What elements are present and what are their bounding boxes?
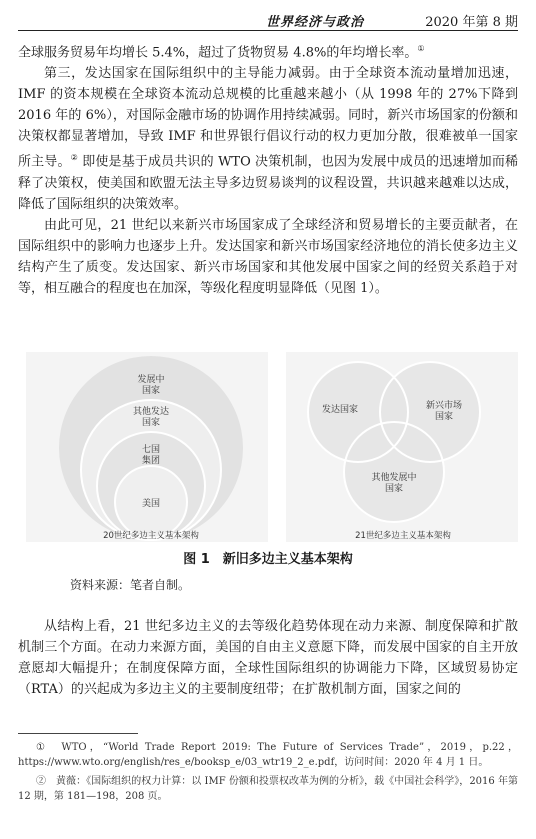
label-developed: 发达国家 (321, 405, 359, 415)
body-text-bottom (18, 616, 518, 700)
paragraph-1 (18, 63, 518, 214)
left-panel-caption: 20世纪多边主义基本架构 (103, 531, 199, 541)
paragraph-2: 由此可见，21 世纪以来新兴市场国家成了全球经济和贸易增长的主要贡献者，在国际组织中的影响力也逐步上升。发达国家和新兴市场国家经济地位的消长使多边主义结构产生了质变。发达国家、新兴市场国家和其他发展中国家之间的经贸关系趋于对等，相互融合的程度也在加深，等级化程度明显降低（见图 1）。 (18, 217, 518, 296)
footnote-ref-1: ① (417, 44, 425, 53)
paragraph-0 (18, 38, 518, 63)
header-rule (18, 30, 518, 31)
paragraph-1b-text: 即使是基于成员共识的 WTO 决策机制，也因为发展中成员的迅速增加而稀释了决策权，使美国和欧盟无法主导多边贸易谈判的议程设置，共识越来越难以达成，降低了国际组织的决策效率。 (18, 154, 518, 212)
label-developing: 发展中国家 (137, 375, 165, 396)
figure-caption: 图 1 新旧多边主义基本架构 (183, 552, 353, 567)
paragraph-3: 从结构上看，21 世纪多边主义的去等级化趋势体现在动力来源、制度保障和扩散机制三个方面。在动力来源方面，美国的自由主义意愿下降，而发展中国家的自主开放意愿却大幅提升；在制度保障方面，全球性国际组织的协调能力下降，区域贸易协定（RTA）的兴起成为多边主义的主要制度纽带；在扩散机制方面，国家之间的 (18, 619, 518, 697)
footnote-rule (18, 733, 138, 734)
body-text-top (18, 38, 518, 299)
label-other-developed: 其他发达国家 (132, 407, 170, 428)
figure-source: 资料来源：笔者自制。 (70, 578, 191, 592)
label-us: 美国 (141, 499, 161, 509)
right-panel-caption: 21世纪多边主义基本架构 (355, 531, 451, 541)
issue-number: 2020 年第 8 期 (425, 15, 518, 30)
paragraph-0-text: 全球服务贸易年均增长 5.4%，超过了货物贸易 4.8%的年均增长率。 (18, 45, 418, 61)
label-emerging: 新兴市场国家 (425, 401, 463, 422)
footnotes (18, 740, 518, 804)
page-header (0, 0, 536, 30)
figure-1 (18, 352, 518, 552)
label-other-developing: 其他发展中国家 (371, 473, 417, 494)
footnote-2: ② 黄薇：《国际组织的权力计算：以 IMF 份额和投票权改革为例的分析》，载《中国社会科学》，2016 年第 12 期，第 181—198，208 页。 (18, 776, 518, 802)
footnote-ref-2: ② (70, 153, 78, 163)
journal-title: 世界经济与政治 (265, 15, 364, 30)
paragraph-1a-text: 第三，发达国家在国际组织中的主导能力减弱。由于全球资本流动量增加迅速，IMF 的资本规模在全球资本流动总规模的比重越来越小（从 1998 年的 27%下降到 2016 年的 6%），对国际金融市场的协调作用持续减弱。同时，新兴市场国家的份额和决策权都显著增加，导致 IMF 和世界银行倡议行动的权力更加分散，很难被单一国家所主导。 (18, 66, 518, 170)
footnote-1: ① WTO，“World Trade Report 2019: The Future of Services Trade”，2019，p.22，https://www.wto.org/english/res_e/booksp_e/03_wtr19_2_e.pdf，访问时间：2020 年 4 月 1 日。 (18, 742, 518, 768)
label-g7: 七国集团 (141, 445, 161, 466)
figure-svg (18, 352, 518, 552)
